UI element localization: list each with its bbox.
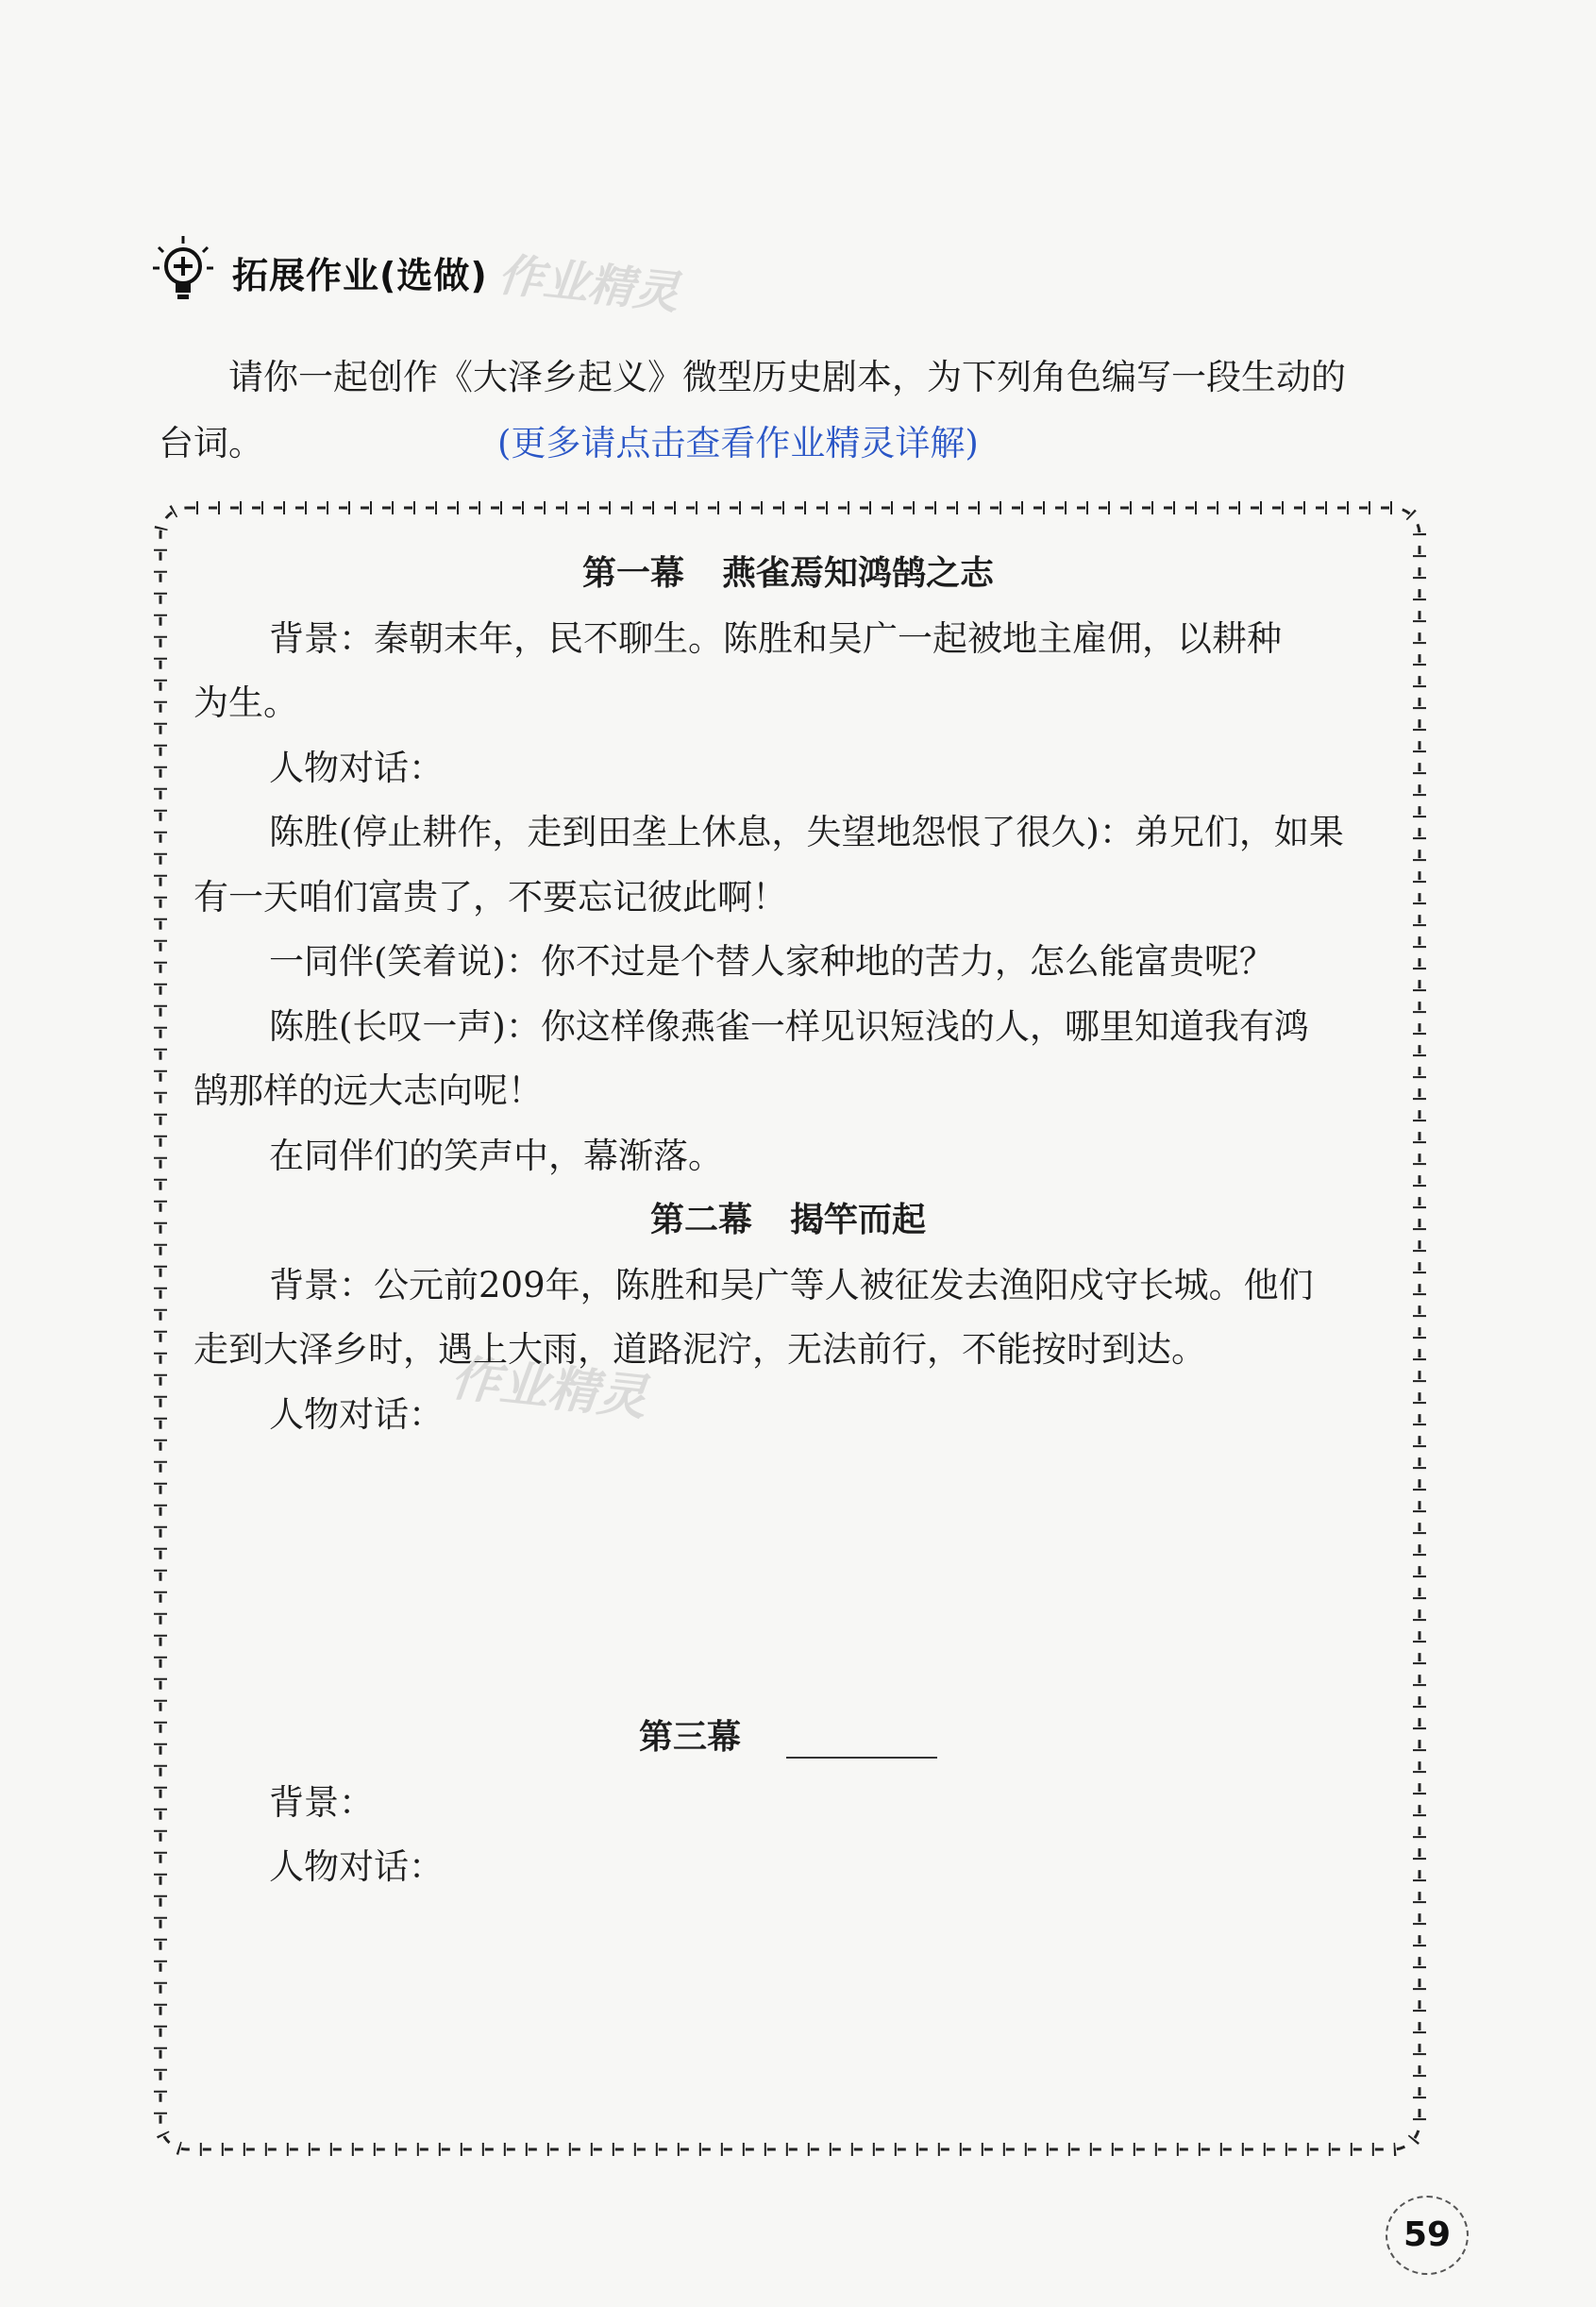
- details-link[interactable]: (更多请点击查看作业精灵详解): [497, 423, 979, 463]
- act1-dialogue: 陈胜(停止耕作，走到田垄上休息，失望地怨恨了很久)：弟兄们，如果: [269, 812, 1344, 852]
- act1-background-cont: 为生。: [193, 682, 298, 723]
- watermark: 作业精灵: [447, 1350, 650, 1427]
- act1-title: [193, 542, 1383, 607]
- act1-dialogue: 一同伴(笑着说)：你不过是个替人家种地的苦力，怎么能富贵呢？: [269, 941, 1274, 982]
- act3-dialogue-label: 人物对话：: [269, 1846, 444, 1887]
- act3-title: [193, 1706, 1383, 1771]
- script-content: [193, 542, 1383, 1900]
- act1-dialogue-cont: 有一天咱们富贵了，不要忘记彼此啊！: [193, 876, 787, 918]
- act1-number: 第一幕: [581, 554, 684, 593]
- act1-ending: 在同伴们的笑声中，幕渐落。: [269, 1135, 723, 1176]
- instruction-line-2: [159, 411, 1423, 477]
- act1-dialogue-label: 人物对话：: [269, 747, 444, 788]
- act2-number: 第二幕: [649, 1201, 752, 1239]
- act3-title-blank[interactable]: [786, 1719, 937, 1759]
- section-title: 拓展作业(选做): [232, 254, 488, 296]
- act3-number: 第三幕: [638, 1718, 741, 1757]
- lightbulb-icon: [151, 234, 215, 310]
- watermark: 作业精灵: [496, 248, 681, 320]
- act2-answer-space[interactable]: [193, 1447, 1383, 1706]
- act1-dialogue-cont: 鹄那样的远大志向呢！: [193, 1070, 543, 1111]
- act2-dialogue-label: 人物对话：: [269, 1393, 444, 1435]
- act1-background: 背景：秦朝末年，民不聊生。陈胜和吴广一起被地主雇佣，以耕种: [269, 617, 1282, 659]
- instruction-text: 台词。: [159, 423, 263, 463]
- instruction-line: 请你一起创作《大泽乡起义》微型历史剧本，为下列角色编写一段生动的: [228, 357, 1346, 397]
- act2-background-cont: 走到大泽乡时，遇上大雨，道路泥泞，无法前行，不能按时到达。: [193, 1329, 1206, 1370]
- act1-name: 燕雀焉知鸿鹄之志: [722, 554, 995, 593]
- act2-name: 揭竿而起: [790, 1201, 927, 1239]
- section-header: [151, 234, 488, 310]
- act2-background: 背景：公元前209年，陈胜和吴广等人被征发去渔阳戍守长城。他们: [269, 1264, 1314, 1305]
- task-instructions: [159, 345, 1423, 477]
- act2-title: [193, 1188, 1383, 1254]
- act1-dialogue: 陈胜(长叹一声)：你这样像燕雀一样见识短浅的人，哪里知道我有鸿: [269, 1005, 1309, 1047]
- act3-background-label: 背景：: [269, 1781, 374, 1823]
- page-number: 59: [1386, 2196, 1469, 2275]
